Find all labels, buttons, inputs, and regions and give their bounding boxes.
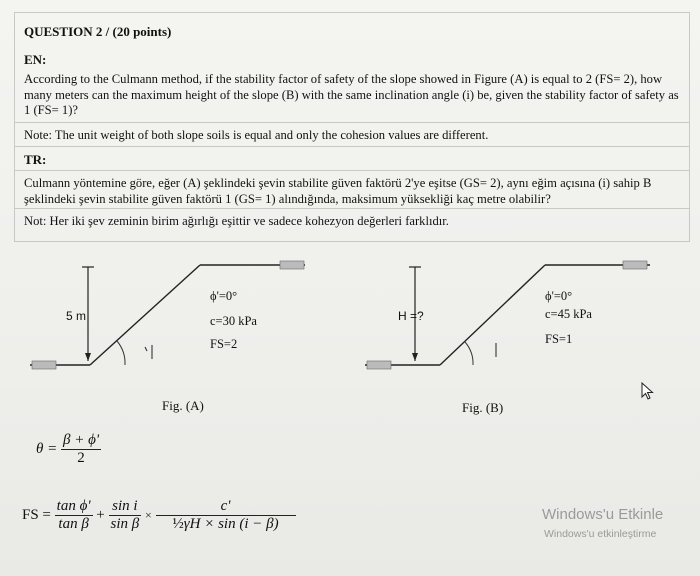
divider bbox=[14, 146, 690, 147]
activation-watermark-subtitle: Windows'u etkinleştirme bbox=[544, 528, 657, 540]
figure-b-height-label: H =? bbox=[398, 309, 424, 323]
term2-denominator: sin β bbox=[110, 516, 140, 532]
fs-formula bbox=[22, 498, 296, 533]
term3-half: ½ bbox=[172, 516, 184, 532]
term1-numerator: tan ϕ' bbox=[56, 498, 91, 514]
figure-a-phi: ϕ'=0° bbox=[210, 289, 238, 303]
term3-numerator: c' bbox=[220, 498, 231, 514]
theta-denominator: 2 bbox=[77, 450, 85, 466]
theta-numerator: β + ϕ' bbox=[63, 432, 100, 448]
figure-a-caption: Fig. (A) bbox=[162, 398, 204, 413]
tr-note: Not: Her iki şev zeminin birim ağırlığı eşittir ve sadece kohezyon değerleri farklıdır. bbox=[24, 214, 449, 228]
plus-sign: + bbox=[96, 506, 105, 523]
figure-b-cohesion: c=45 kPa bbox=[545, 307, 592, 321]
question-header: QUESTION 2 / (20 points) bbox=[24, 24, 172, 39]
fs-lhs: FS = bbox=[22, 506, 51, 523]
figure-b-caption: Fig. (B) bbox=[462, 400, 504, 415]
theta-lhs: θ = bbox=[36, 440, 58, 457]
figure-a-cohesion: c=30 kPa bbox=[210, 314, 257, 328]
en-label: EN: bbox=[24, 52, 47, 67]
tr-label: TR: bbox=[24, 152, 47, 167]
mouse-cursor-icon bbox=[641, 382, 655, 400]
activation-watermark-title: Windows'u Etkinle bbox=[542, 506, 664, 523]
en-question-text: According to the Culmann method, if the stability factor of safety of the slope showed in Figure (A) is equal to 2 (FS= 2), how many meters can the maximum height of the slope (B) with the same inclination angle (i) be, given the stability factor of safety as 1 (FS= 1)? bbox=[24, 72, 679, 117]
divider bbox=[14, 122, 690, 123]
en-note: Note: The unit weight of both slope soils is equal and only the cohesion values are different. bbox=[24, 128, 489, 142]
figure-a-fs: FS=2 bbox=[210, 337, 238, 351]
term1-denominator: tan β bbox=[58, 516, 89, 532]
tr-question-text: Culmann yöntemine göre, eğer (A) şeklindeki şevin stabilite güven faktörü 2'ye eşitse (GS= 2), aynı eğim açısına (i) sahip B şeklindeki şevin stabilite güven faktörü 1 (GS= 1) alındığında, maksimum yüksekliği kaç metre olabilir? bbox=[24, 176, 652, 206]
figure-a-height-label: 5 m bbox=[66, 309, 87, 323]
divider bbox=[14, 208, 690, 209]
figure-b-phi: ϕ'=0° bbox=[545, 289, 573, 303]
figure-b-fs: FS=1 bbox=[545, 332, 573, 346]
theta-formula bbox=[36, 432, 101, 467]
divider bbox=[14, 170, 690, 171]
term2-numerator: sin i bbox=[112, 498, 138, 514]
term3-denominator: γH × sin (i − β) bbox=[183, 516, 279, 532]
times-sign: × bbox=[145, 507, 152, 522]
